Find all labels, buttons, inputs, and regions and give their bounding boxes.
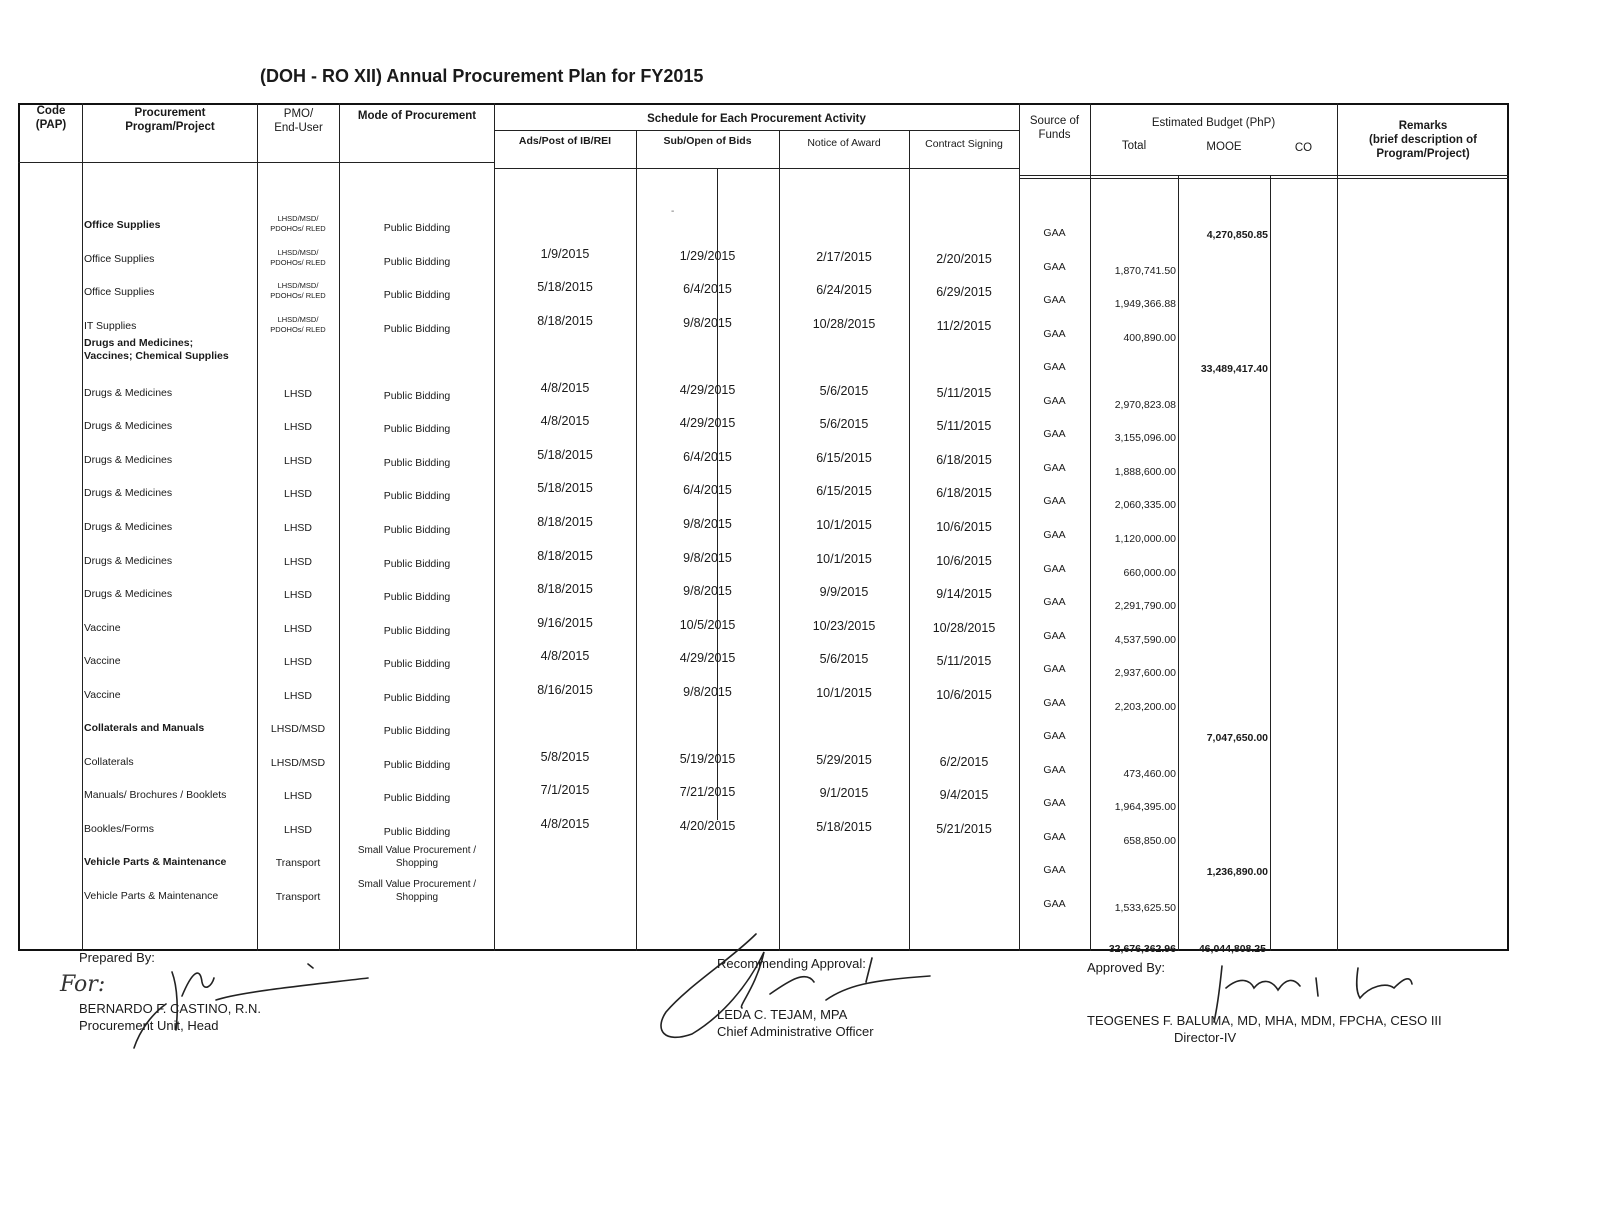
grand-total: 32,676,362.96 bbox=[1108, 943, 1176, 955]
row-sub: 6/4/2015 bbox=[683, 483, 732, 497]
row-mode: Small Value Procurement / Shopping bbox=[357, 845, 477, 869]
row-pmo: LHSD bbox=[283, 488, 312, 500]
row-contract: 9/14/2015 bbox=[936, 587, 992, 601]
row-mooe: 4,270,850.85 bbox=[1206, 229, 1268, 241]
row-program: Drugs & Medicines bbox=[84, 420, 173, 432]
header-source: Source of Funds bbox=[1029, 115, 1080, 141]
row-ads: 5/18/2015 bbox=[537, 280, 593, 294]
row-notice: 6/24/2015 bbox=[816, 283, 872, 297]
row-pmo: LHSD/MSD/ PDOHOs/ RLED bbox=[270, 214, 326, 233]
row-ads: 7/1/2015 bbox=[540, 783, 590, 797]
row-total: 2,970,823.08 bbox=[1114, 399, 1176, 411]
row-mode: Public Bidding bbox=[383, 457, 451, 469]
row-mode: Public Bidding bbox=[383, 692, 451, 704]
row-pmo: LHSD/MSD bbox=[270, 723, 326, 735]
row-total: 1,870,741.50 bbox=[1114, 265, 1176, 277]
row-source: GAA bbox=[1043, 261, 1066, 273]
row-pmo: LHSD bbox=[283, 522, 312, 534]
header-total: Total bbox=[1121, 140, 1147, 152]
row-program: Office Supplies bbox=[84, 286, 155, 298]
row-program: Vaccine bbox=[84, 689, 121, 701]
row-source: GAA bbox=[1043, 864, 1066, 876]
row-notice: 5/18/2015 bbox=[816, 820, 872, 834]
row-notice: 5/6/2015 bbox=[819, 384, 869, 398]
row-ads: 4/8/2015 bbox=[540, 649, 590, 663]
row-source: GAA bbox=[1043, 730, 1066, 742]
row-program: Manuals/ Brochures / Booklets bbox=[84, 789, 227, 801]
row-total: 2,203,200.00 bbox=[1114, 701, 1176, 713]
row-source: GAA bbox=[1043, 395, 1066, 407]
row-contract: 10/6/2015 bbox=[936, 520, 992, 534]
row-contract: 6/29/2015 bbox=[936, 285, 992, 299]
row-program: Drugs and Medicines; Vaccines; Chemical Supplies bbox=[84, 337, 229, 362]
row-pmo: LHSD bbox=[283, 388, 312, 400]
row-source: GAA bbox=[1043, 227, 1066, 239]
prepared-label: Prepared By: bbox=[79, 950, 155, 965]
row-pmo: LHSD/MSD bbox=[270, 757, 326, 769]
row-program: Collaterals bbox=[84, 756, 134, 768]
header-contract: Contract Signing bbox=[925, 138, 1003, 150]
row-mode: Public Bidding bbox=[383, 591, 451, 603]
header-co: CO bbox=[1294, 142, 1313, 154]
row-pmo: LHSD bbox=[283, 556, 312, 568]
row-source: GAA bbox=[1043, 898, 1066, 910]
row-source: GAA bbox=[1043, 294, 1066, 306]
row-pmo: LHSD bbox=[283, 656, 312, 668]
row-sub: 9/8/2015 bbox=[683, 584, 732, 598]
row-mooe: 1,236,890.00 bbox=[1206, 866, 1268, 878]
row-contract: 2/20/2015 bbox=[936, 252, 992, 266]
header-sub: Sub/Open of Bids bbox=[663, 135, 752, 147]
header-program: Procurement Program/Project bbox=[125, 107, 215, 133]
row-program: Collaterals and Manuals bbox=[84, 722, 205, 734]
row-notice: 9/1/2015 bbox=[819, 786, 869, 800]
row-total: 2,060,335.00 bbox=[1114, 499, 1176, 511]
row-total: 658,850.00 bbox=[1123, 835, 1176, 847]
row-total: 473,460.00 bbox=[1123, 768, 1176, 780]
row-notice: 6/15/2015 bbox=[816, 451, 872, 465]
row-notice: 9/9/2015 bbox=[819, 585, 869, 599]
approved-label: Approved By: bbox=[1087, 960, 1166, 975]
grand-total-mooe: 46,044,808.25 bbox=[1198, 943, 1266, 955]
row-ads: 1/9/2015 bbox=[540, 247, 590, 261]
row-total: 4,537,590.00 bbox=[1114, 634, 1176, 646]
row-notice: 5/6/2015 bbox=[819, 652, 869, 666]
row-notice: 6/15/2015 bbox=[816, 484, 872, 498]
row-ads: 8/18/2015 bbox=[537, 582, 593, 596]
row-sub: 4/20/2015 bbox=[679, 819, 736, 833]
row-mode: Public Bidding bbox=[383, 558, 451, 570]
row-total: 400,890.00 bbox=[1123, 332, 1176, 344]
row-mode: Public Bidding bbox=[383, 524, 451, 536]
row-source: GAA bbox=[1043, 529, 1066, 541]
row-pmo: LHSD bbox=[283, 623, 312, 635]
row-contract: 5/11/2015 bbox=[936, 419, 992, 433]
row-mode: Public Bidding bbox=[383, 490, 451, 502]
row-notice: 10/28/2015 bbox=[812, 317, 876, 331]
row-contract: 11/2/2015 bbox=[936, 319, 992, 333]
row-total: 2,291,790.00 bbox=[1114, 600, 1176, 612]
row-ads: 5/8/2015 bbox=[540, 750, 590, 764]
row-mode: Public Bidding bbox=[383, 625, 451, 637]
approved-signature bbox=[1214, 966, 1412, 1022]
row-pmo: LHSD bbox=[283, 790, 312, 802]
row-pmo: LHSD/MSD/ PDOHOs/ RLED bbox=[270, 281, 326, 300]
header-mode: Mode of Procurement bbox=[357, 110, 477, 122]
row-ads: 8/18/2015 bbox=[537, 549, 593, 563]
header-code: Code (PAP) bbox=[35, 105, 67, 131]
row-source: GAA bbox=[1043, 797, 1066, 809]
row-mode: Public Bidding bbox=[383, 759, 451, 771]
row-program: Vaccine bbox=[84, 622, 121, 634]
row-source: GAA bbox=[1043, 361, 1066, 373]
row-pmo: LHSD bbox=[283, 589, 312, 601]
row-sub: 5/19/2015 bbox=[679, 752, 736, 766]
row-mooe: 33,489,417.40 bbox=[1200, 363, 1268, 375]
header-budget: Estimated Budget (PhP) bbox=[1151, 117, 1276, 129]
row-mode: Public Bidding bbox=[383, 423, 451, 435]
row-total: 1,949,366.88 bbox=[1114, 298, 1176, 310]
row-program: Drugs & Medicines bbox=[84, 588, 173, 600]
row-ads: 8/16/2015 bbox=[537, 683, 593, 697]
row-program: Office Supplies bbox=[84, 253, 155, 265]
row-mode: Small Value Procurement / Shopping bbox=[357, 879, 477, 903]
row-sub: 9/8/2015 bbox=[683, 685, 732, 699]
row-program: Drugs & Medicines bbox=[84, 521, 173, 533]
row-source: GAA bbox=[1043, 596, 1066, 608]
row-contract: 6/18/2015 bbox=[936, 486, 992, 500]
row-ads: 5/18/2015 bbox=[537, 448, 593, 462]
row-pmo: LHSD/MSD/ PDOHOs/ RLED bbox=[270, 315, 326, 334]
row-total: 2,937,600.00 bbox=[1114, 667, 1176, 679]
row-source: GAA bbox=[1043, 462, 1066, 474]
row-notice: 10/1/2015 bbox=[816, 518, 872, 532]
row-mode: Public Bidding bbox=[383, 792, 451, 804]
row-pmo: LHSD bbox=[283, 421, 312, 433]
row-pmo: Transport bbox=[275, 891, 321, 903]
row-sub: 1/29/2015 bbox=[679, 249, 736, 263]
row-sub: 7/21/2015 bbox=[679, 785, 736, 799]
approved-name: TEOGENES F. BALUMA, MD, MHA, MDM, FPCHA, CESO III bbox=[1087, 1013, 1442, 1028]
row-total: 1,964,395.00 bbox=[1114, 801, 1176, 813]
row-sub: 9/8/2015 bbox=[683, 517, 732, 531]
row-ads: 4/8/2015 bbox=[540, 817, 590, 831]
header-pmo: PMO/ End-User bbox=[274, 108, 323, 134]
row-contract: 10/6/2015 bbox=[936, 688, 992, 702]
row-mode: Public Bidding bbox=[383, 222, 451, 234]
row-sub: 4/29/2015 bbox=[679, 383, 736, 397]
row-program: Vehicle Parts & Maintenance bbox=[84, 856, 227, 868]
row-source: GAA bbox=[1043, 764, 1066, 776]
row-ads: 9/16/2015 bbox=[537, 616, 593, 630]
prepared-name: BERNARDO F. CASTINO, R.N. bbox=[79, 1001, 262, 1016]
row-mode: Public Bidding bbox=[383, 323, 451, 335]
row-notice: 10/1/2015 bbox=[816, 686, 872, 700]
row-mode: Public Bidding bbox=[383, 390, 451, 402]
row-pmo: Transport bbox=[275, 857, 321, 869]
row-contract: 6/18/2015 bbox=[936, 453, 992, 467]
row-program: Drugs & Medicines bbox=[84, 555, 173, 567]
stray-mark: - bbox=[671, 206, 675, 217]
row-ads: 5/18/2015 bbox=[537, 481, 593, 495]
row-source: GAA bbox=[1043, 630, 1066, 642]
row-ads: 4/8/2015 bbox=[540, 381, 590, 395]
row-program: Vaccine bbox=[84, 655, 121, 667]
row-source: GAA bbox=[1043, 663, 1066, 675]
row-mode: Public Bidding bbox=[383, 658, 451, 670]
row-pmo: LHSD bbox=[283, 690, 312, 702]
recommending-position: Chief Administrative Officer bbox=[717, 1024, 874, 1039]
row-mode: Public Bidding bbox=[383, 256, 451, 268]
row-total: 1,120,000.00 bbox=[1114, 533, 1176, 545]
row-contract: 5/11/2015 bbox=[936, 386, 992, 400]
row-sub: 6/4/2015 bbox=[683, 450, 732, 464]
row-total: 3,155,096.00 bbox=[1114, 432, 1176, 444]
prepared-position: Procurement Unit, Head bbox=[79, 1018, 219, 1033]
row-program: Bookles/Forms bbox=[84, 823, 155, 835]
header-mooe: MOOE bbox=[1206, 141, 1242, 153]
row-notice: 10/1/2015 bbox=[816, 552, 872, 566]
row-program: Office Supplies bbox=[84, 219, 161, 231]
header-ads: Ads/Post of IB/REI bbox=[518, 135, 612, 147]
row-mode: Public Bidding bbox=[383, 725, 451, 737]
row-program: Drugs & Medicines bbox=[84, 454, 173, 466]
row-contract: 5/21/2015 bbox=[936, 822, 992, 836]
row-pmo: LHSD bbox=[283, 824, 312, 836]
row-source: GAA bbox=[1043, 831, 1066, 843]
row-pmo: LHSD bbox=[283, 455, 312, 467]
row-contract: 5/11/2015 bbox=[936, 654, 992, 668]
row-ads: 4/8/2015 bbox=[540, 414, 590, 428]
recommending-label: Recommending Approval: bbox=[717, 956, 866, 971]
row-program: Drugs & Medicines bbox=[84, 487, 173, 499]
row-sub: 6/4/2015 bbox=[683, 282, 732, 296]
row-source: GAA bbox=[1043, 563, 1066, 575]
row-total: 660,000.00 bbox=[1123, 567, 1176, 579]
recommending-name: LEDA C. TEJAM, MPA bbox=[717, 1007, 848, 1022]
approved-position: Director-IV bbox=[1174, 1030, 1237, 1045]
row-source: GAA bbox=[1043, 697, 1066, 709]
row-program: Drugs & Medicines bbox=[84, 387, 173, 399]
row-sub: 10/5/2015 bbox=[679, 618, 736, 632]
row-notice: 5/6/2015 bbox=[819, 417, 869, 431]
row-mooe: 7,047,650.00 bbox=[1206, 732, 1268, 744]
row-notice: 10/23/2015 bbox=[812, 619, 876, 633]
row-source: GAA bbox=[1043, 495, 1066, 507]
row-mode: Public Bidding bbox=[383, 289, 451, 301]
row-contract: 9/4/2015 bbox=[939, 788, 989, 802]
row-program: IT Supplies bbox=[84, 320, 137, 332]
row-notice: 2/17/2015 bbox=[816, 250, 872, 264]
row-notice: 5/29/2015 bbox=[816, 753, 872, 767]
row-contract: 10/28/2015 bbox=[932, 621, 996, 635]
header-schedule: Schedule for Each Procurement Activity bbox=[647, 113, 866, 125]
row-total: 1,533,625.50 bbox=[1114, 902, 1176, 914]
row-sub: 9/8/2015 bbox=[683, 551, 732, 565]
prepared-signature bbox=[134, 964, 368, 1048]
row-contract: 6/2/2015 bbox=[939, 755, 989, 769]
row-sub: 4/29/2015 bbox=[679, 651, 736, 665]
row-sub: 9/8/2015 bbox=[683, 316, 732, 330]
document-title: (DOH - RO XII) Annual Procurement Plan for FY2015 bbox=[260, 66, 704, 86]
row-ads: 8/18/2015 bbox=[537, 314, 593, 328]
row-sub: 4/29/2015 bbox=[679, 416, 736, 430]
row-ads: 8/18/2015 bbox=[537, 515, 593, 529]
header-notice: Notice of Award bbox=[807, 137, 881, 149]
row-contract: 10/6/2015 bbox=[936, 554, 992, 568]
row-program: Vehicle Parts & Maintenance bbox=[84, 890, 219, 902]
prepared-scribble: For: bbox=[60, 972, 106, 997]
row-mode: Public Bidding bbox=[383, 826, 451, 838]
row-total: 1,888,600.00 bbox=[1114, 466, 1176, 478]
recommending-signature bbox=[661, 934, 930, 1037]
row-pmo: LHSD/MSD/ PDOHOs/ RLED bbox=[270, 248, 326, 267]
header-remarks: Remarks (brief description of Program/Project) bbox=[1369, 120, 1477, 160]
row-source: GAA bbox=[1043, 428, 1066, 440]
row-source: GAA bbox=[1043, 328, 1066, 340]
